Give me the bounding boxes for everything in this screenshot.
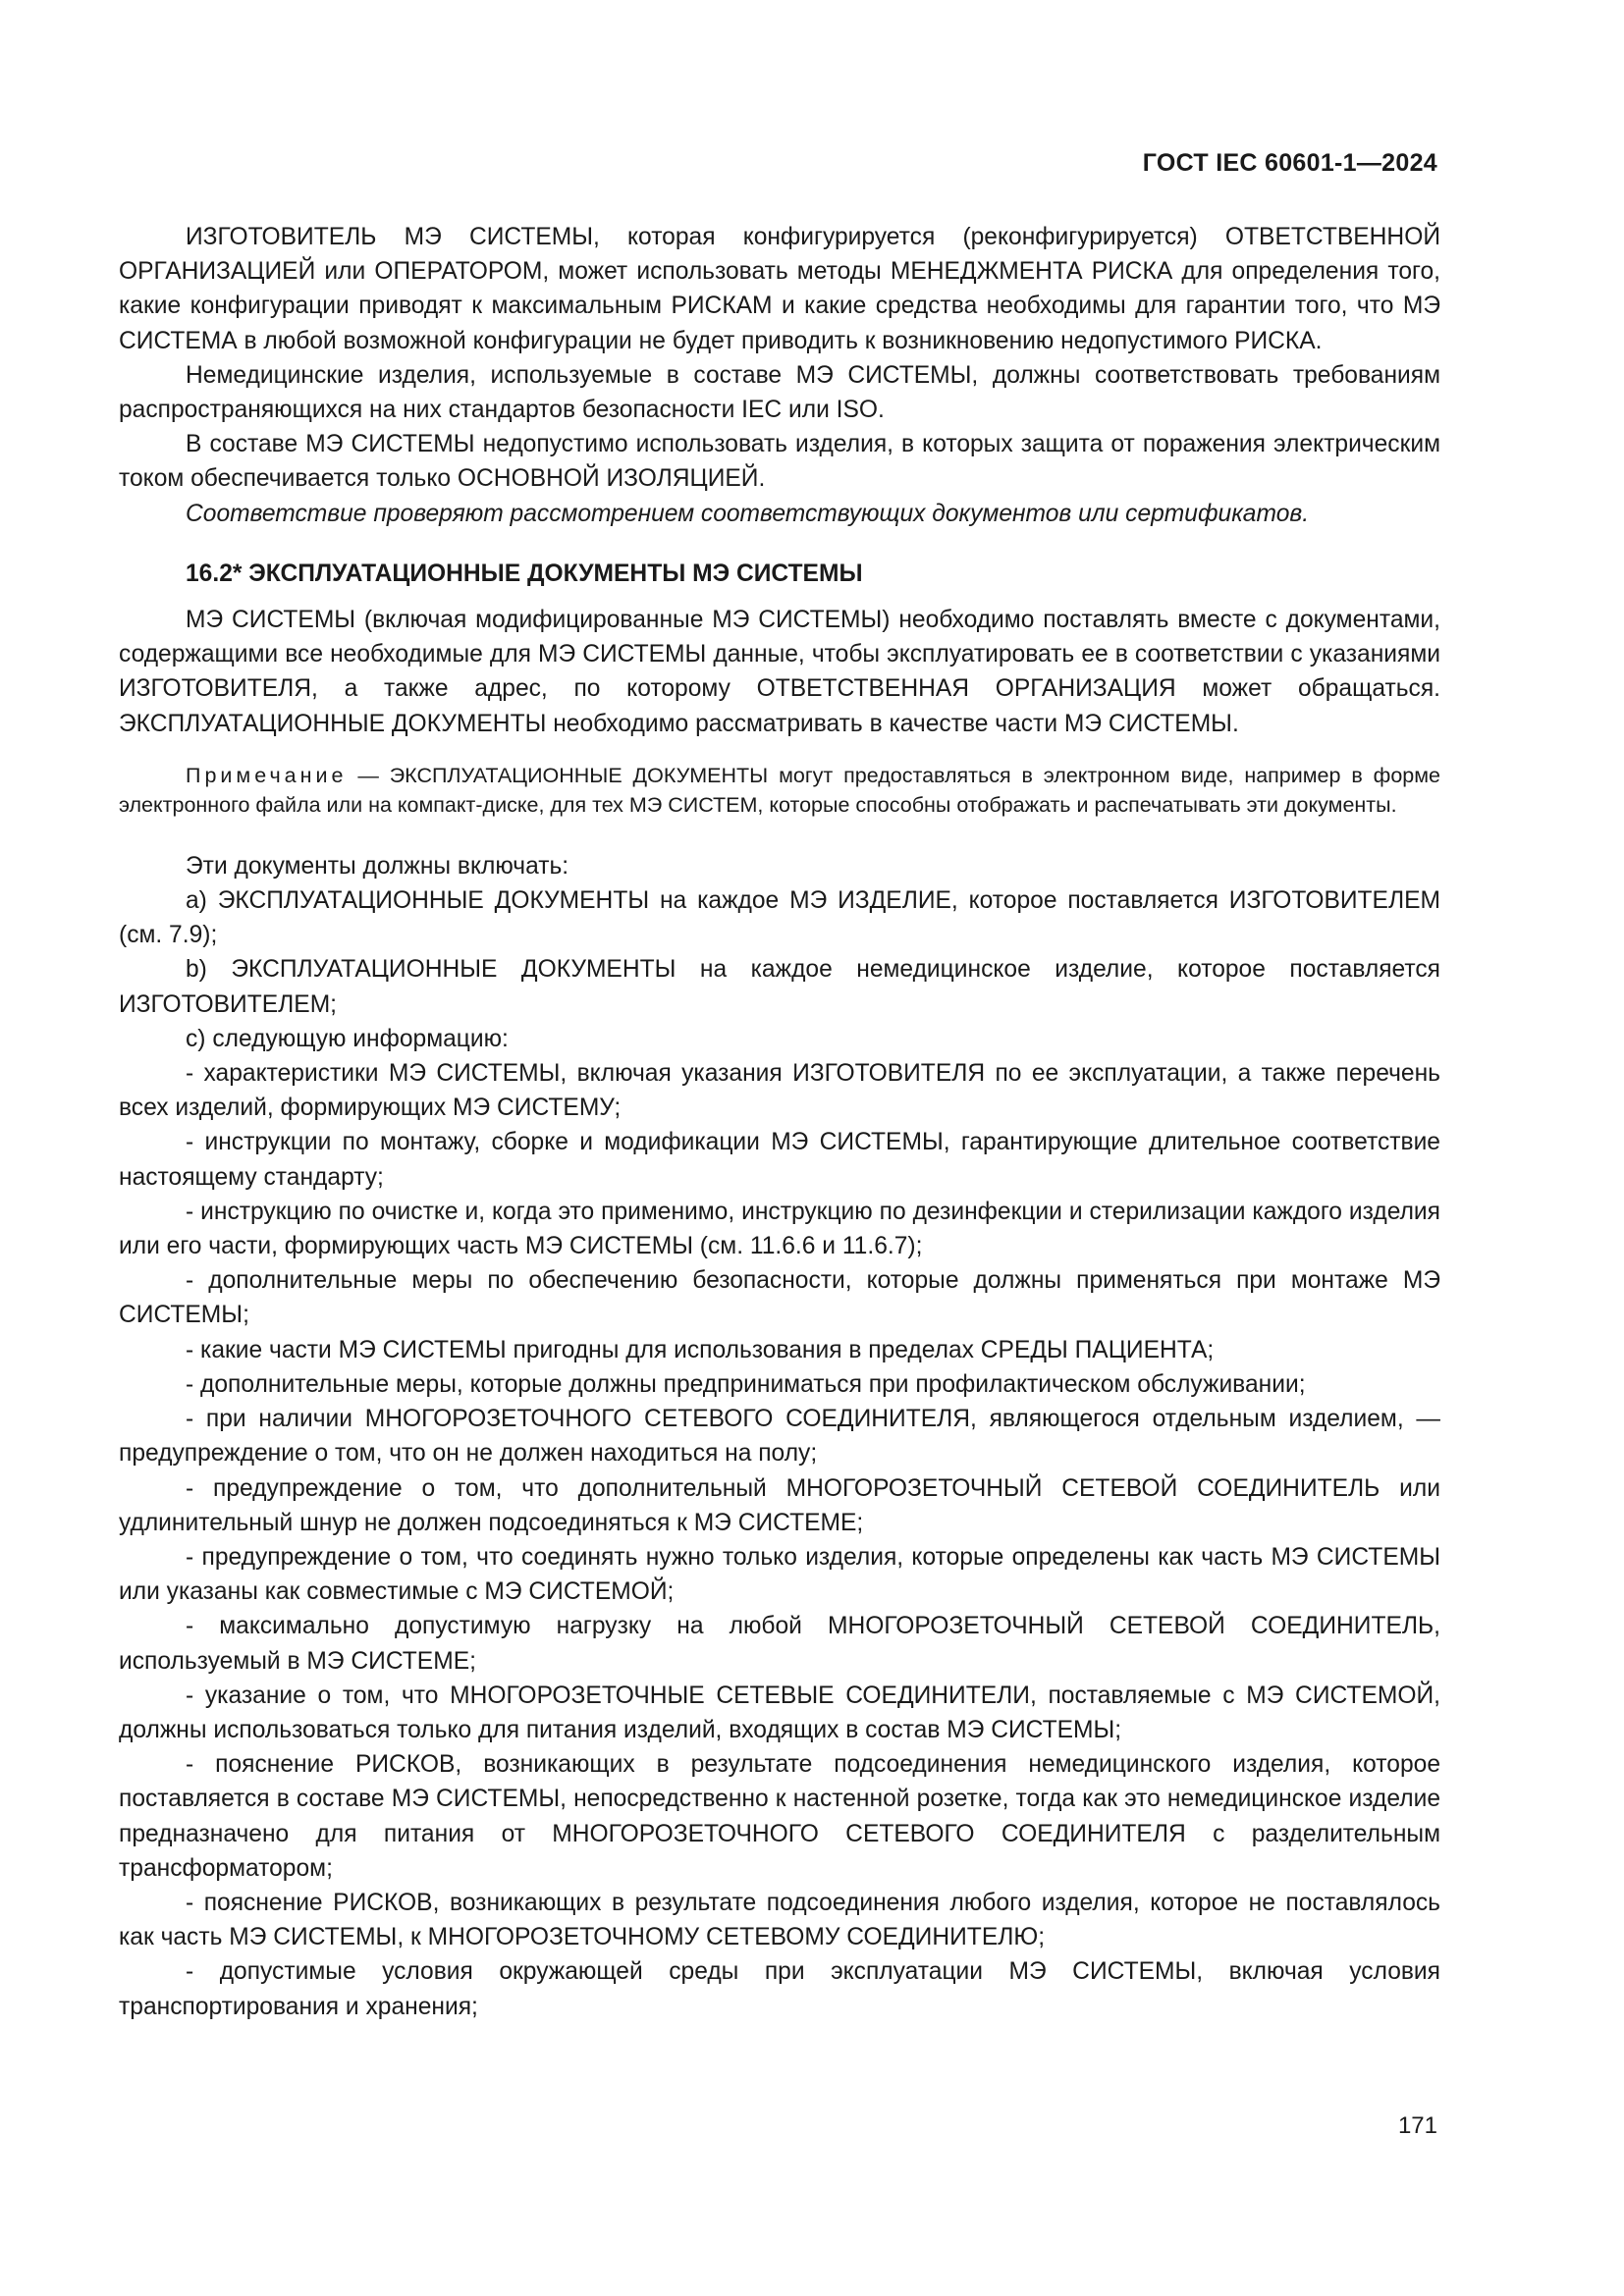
list-item: - максимально допустимую нагрузку на любой МНОГОРОЗЕТОЧНЫЙ СЕТЕВОЙ СОЕДИНИТЕЛЬ, используемый в МЭ СИСТЕМЕ; — [119, 1613, 1440, 1675]
paragraph: МЭ СИСТЕМЫ (включая модифицированные МЭ СИСТЕМЫ) необходимо поставлять вместе с документами, содержащими все необходимые для МЭ СИСТЕМЫ данные, чтобы эксплуатировать ее в соответствии с указаниями ИЗГОТОВИТЕЛЯ, а также адрес, по которому ОТВЕТСТВЕННАЯ ОРГАНИЗАЦИЯ может обращаться. ЭКСПЛУАТАЦИОННЫЕ ДОКУМЕНТЫ необходимо рассматривать в качестве части МЭ СИСТЕМЫ. — [119, 607, 1440, 737]
page-content — [119, 220, 1440, 2024]
list-item: - допустимые условия окружающей среды при эксплуатации МЭ СИСТЕМЫ, включая условия транспортирования и хранения; — [119, 1958, 1440, 2020]
paragraph: ИЗГОТОВИТЕЛЬ МЭ СИСТЕМЫ, которая конфигурируется (реконфигурируется) ОТВЕТСТВЕННОЙ ОРГАНИЗАЦИЕЙ или ОПЕРАТОРОМ, может использовать методы МЕНЕДЖМЕНТА РИСКА для определения того, какие конфигурации приводят к максимальным РИСКАМ и какие средства необходимы для гарантии того, что МЭ СИСТЕМА в любой возможной конфигурации не будет приводить к возникновению недопустимого РИСКА. — [119, 224, 1440, 354]
list-item: b) ЭКСПЛУАТАЦИОННЫЕ ДОКУМЕНТЫ на каждое немедицинское изделие, которое поставляется ИЗГОТОВИТЕЛЕМ; — [119, 956, 1440, 1018]
compliance-statement: Соответствие проверяют рассмотрением соответствующих документов или сертификатов. — [186, 500, 1310, 527]
note-text: — ЭКСПЛУАТАЦИОННЫЕ ДОКУМЕНТЫ могут предоставляться в электронном виде, например в форме электронного файла или на компакт-диске, для тех МЭ СИСТЕМ, которые способны отображать и распечатывать эти документы. — [119, 763, 1440, 817]
paragraph: В составе МЭ СИСТЕМЫ недопустимо использовать изделия, в которых защита от поражения электрическим током обеспечивается только ОСНОВНОЙ ИЗОЛЯЦИЕЙ. — [119, 431, 1440, 493]
list-item: - инструкции по монтажу, сборке и модификации МЭ СИСТЕМЫ, гарантирующие длительное соответствие настоящему стандарту; — [119, 1129, 1440, 1191]
list-item: c) следующую информацию: — [186, 1025, 509, 1052]
list-item: - какие части МЭ СИСТЕМЫ пригодны для использования в пределах СРЕДЫ ПАЦИЕНТА; — [186, 1336, 1215, 1363]
list-item: - предупреждение о том, что дополнительный МНОГОРОЗЕТОЧНЫЙ СЕТЕВОЙ СОЕДИНИТЕЛЬ или удлинительный шнур не должен подсоединяться к МЭ СИСТЕМЕ; — [119, 1474, 1440, 1536]
section-heading: 16.2* ЭКСПЛУАТАЦИОННЫЕ ДОКУМЕНТЫ МЭ СИСТЕМЫ — [186, 560, 863, 587]
list-item: - предупреждение о том, что соединять нужно только изделия, которые определены как часть МЭ СИСТЕМЫ или указаны как совместимые с МЭ СИСТЕМОЙ; — [119, 1543, 1440, 1606]
list-item: - дополнительные меры, которые должны предприниматься при профилактическом обслуживании; — [186, 1370, 1306, 1398]
list-item: - при наличии МНОГОРОЗЕТОЧНОГО СЕТЕВОГО СОЕДИНИТЕЛЯ, являющегося отдельным изделием, — предупреждение о том, что он не должен находиться на полу; — [119, 1406, 1440, 1468]
list-item: - инструкцию по очистке и, когда это применимо, инструкцию по дезинфекции и стерилизации каждого изделия или его части, формирующих часть МЭ СИСТЕМЫ (см. 11.6.6 и 11.6.7); — [119, 1198, 1440, 1260]
list-item: - дополнительные меры по обеспечению безопасности, которые должны применяться при монтаже МЭ СИСТЕМЫ; — [119, 1267, 1440, 1329]
paragraph: Немедицинские изделия, используемые в составе МЭ СИСТЕМЫ, должны соответствовать требованиям распространяющихся на них стандартов безопасности IEC или ISO. — [119, 361, 1440, 424]
note-label: Примечание — [186, 763, 348, 787]
list-item: - характеристики МЭ СИСТЕМЫ, включая указания ИЗГОТОВИТЕЛЯ по ее эксплуатации, а также перечень всех изделий, формирующих МЭ СИСТЕМУ; — [119, 1060, 1440, 1122]
list-item: - пояснение РИСКОВ, возникающих в результате подсоединения немедицинского изделия, которое поставляется в составе МЭ СИСТЕМЫ, непосредственно к настенной розетке, тогда как это немедицинское изделие предназначено для питания от МНОГОРОЗЕТОЧНОГО СЕТЕВОГО СОЕДИНИТЕЛЯ с разделительным трансформатором; — [119, 1751, 1440, 1882]
list-item: - пояснение РИСКОВ, возникающих в результате подсоединения любого изделия, которое не поставлялось как часть МЭ СИСТЕМЫ, к МНОГОРОЗЕТОЧНОМУ СЕТЕВОМУ СОЕДИНИТЕЛЮ; — [119, 1889, 1440, 1951]
list-item: - указание о том, что МНОГОРОЗЕТОЧНЫЕ СЕТЕВЫЕ СОЕДИНИТЕЛИ, поставляемые с МЭ СИСТЕМОЙ, должны использоваться только для питания изделий, входящих в состав МЭ СИСТЕМЫ; — [119, 1682, 1440, 1743]
list-item: Эти документы должны включать: — [186, 852, 569, 880]
note — [119, 761, 1440, 820]
page-number: 171 — [1397, 2112, 1437, 2139]
list-item: а) ЭКСПЛУАТАЦИОННЫЕ ДОКУМЕНТЫ на каждое МЭ ИЗДЕЛИЕ, которое поставляется ИЗГОТОВИТЕЛЕМ (см. 7.9); — [119, 887, 1440, 949]
document-code: ГОСТ IEC 60601-1—2024 — [1142, 149, 1437, 177]
